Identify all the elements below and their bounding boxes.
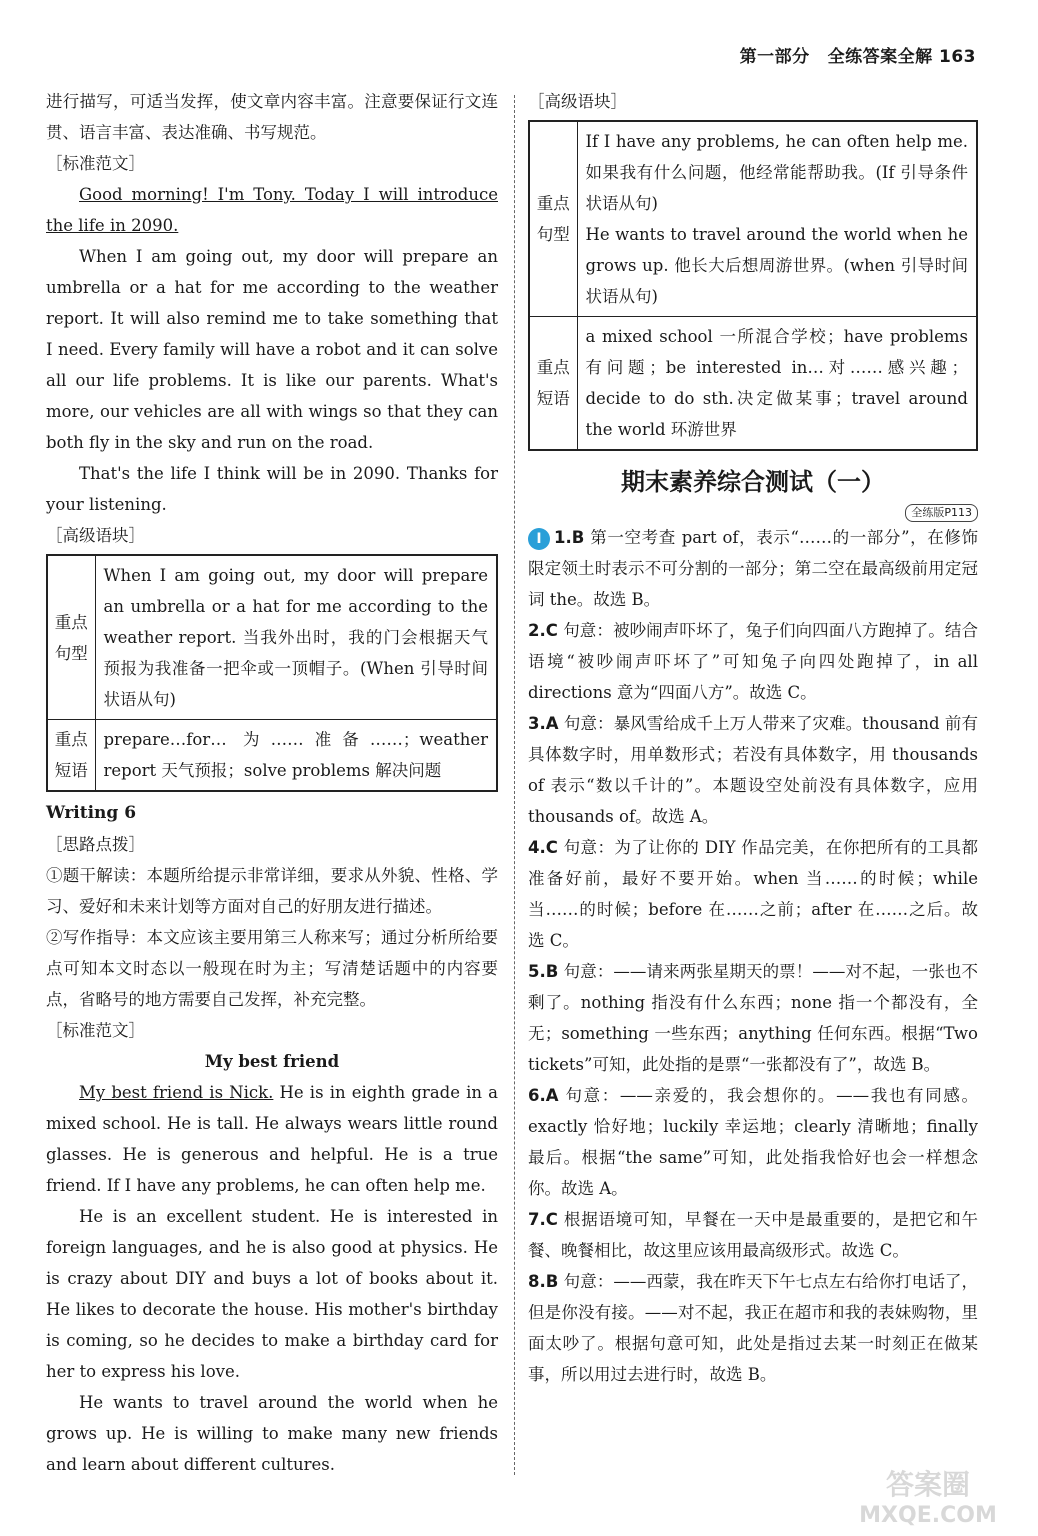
advanced-chunks-label-2: ［高级语块］ — [528, 92, 627, 111]
exam-title: 期末素养综合测试（一） — [621, 468, 885, 496]
answer-item — [528, 522, 978, 615]
key-phrase-header: 重点短语 — [529, 317, 577, 451]
advanced-chunks-label-1: ［高级语块］ — [46, 526, 145, 545]
key-sentence-a: If I have any problems, he can often help me. 如果我有什么问题，他经常能帮助我。(If 引导条件状语从句) — [585, 132, 968, 213]
model-essay-label-1: ［标准范文］ — [46, 154, 145, 173]
answer-number: 8.B — [528, 1272, 559, 1291]
key-phrase-body: prepare…for… 为……准备……；weather report 天气预报；solve problems 解决问题 — [95, 720, 497, 792]
answer-list — [528, 522, 978, 1390]
model-essay-1-para2: That's the life I think will be in 2090. Thanks for your listening. — [46, 464, 498, 514]
essay-para2: He is an excellent student. He is interested in foreign languages, and he is also good at physics. He is crazy about DIY and buys a lot of books about it. He likes to decorate the house. His mother's birthday is coming, so he decides to make a birthday card for her to express his love. — [46, 1207, 498, 1381]
watermark-line2: MXQE.COM — [859, 1503, 997, 1528]
writing-title: Writing 6 — [46, 803, 137, 823]
vocab-table-1 — [46, 554, 498, 792]
model-essay-1-opening — [46, 179, 498, 241]
tip-2: ②写作指导：本文应该主要用第三人称来写；通过分析所给要点可知本文时态以一般现在时为主；写清楚话题中的内容要点，省略号的地方需要自己发挥，补充完整。 — [46, 928, 498, 1009]
tip-1: ①题干解读：本题所给提示非常详细，要求从外貌、性格、学习、爱好和未来计划等方面对自己的好朋友进行描述。 — [46, 866, 498, 916]
answer-item — [528, 1080, 978, 1204]
page-reference-tag: 全练版P113 — [905, 504, 978, 522]
answer-explanation: 根据语境可知，早餐在一天中是最重要的，是把它和午餐、晚餐相比，故这里应该用最高级形式。故选 C。 — [528, 1210, 979, 1260]
answer-explanation: 句意：——亲爱的，我会想你的。——我也有同感。exactly 恰好地；luckily 幸运地；clearly 清晰地；finally最后。根据“the same”可知，此处指我恰好也会一样想念你。故选 A。 — [528, 1086, 979, 1198]
header-title: 全练答案全解 — [827, 47, 933, 67]
key-phrase-header: 重点短语 — [47, 720, 95, 792]
table-row — [47, 720, 497, 792]
key-sentence-body — [577, 121, 977, 317]
page-reference — [528, 501, 978, 522]
answer-item — [528, 1266, 978, 1390]
answer-number: 1.B — [554, 528, 585, 547]
answer-explanation: 句意：被吵闹声吓坏了，兔子们向四面八方跑掉了。结合语境“被吵闹声吓坏了”可知兔子向四处跑掉了，in all directions 意为“四面八方”。故选 C。 — [528, 621, 978, 702]
key-sentence-header: 重点句型 — [529, 121, 577, 317]
table-row — [529, 317, 977, 451]
answer-number: 4.C — [528, 838, 558, 857]
answer-item — [528, 832, 978, 956]
model-essay-label-2: ［标准范文］ — [46, 1021, 145, 1040]
answer-item — [528, 708, 978, 832]
answer-number: 3.A — [528, 714, 559, 733]
answer-item — [528, 615, 978, 708]
intro-text: 进行描写，可适当发挥，使文章内容丰富。注意要保证行文连贯、语言丰富、表达准确、书写规范。 — [46, 92, 498, 142]
right-column — [528, 86, 978, 1390]
watermark-line1: 答案圈 — [885, 1468, 971, 1501]
answer-explanation: 句意：——西蒙，我在昨天下午七点左右给你打电话了，但是你没有接。——对不起，我正在超市和我的表妹购物，里面太吵了。根据句意可知，此处是指过去某一时刻正在做某事，所以用过去进行时，故选 B。 — [528, 1272, 978, 1384]
answer-explanation: 句意：为了让你的 DIY 作品完美，在你把所有的工具都准备好前，最好不要开始。when 当……的时候；while 当……的时候；before 在……之前；after 在……之后。故选 C。 — [528, 838, 978, 950]
key-sentence-header: 重点句型 — [47, 555, 95, 720]
answer-explanation: 句意：——请来两张星期天的票！——对不起，一张也不剩了。nothing 指没有什么东西；none 指一个都没有，全无；something 一些东西；anything 任何东西。根据“Two tickets”可知，此处指的是票“一张都没有了”，故选 B。 — [528, 962, 979, 1074]
answer-number: 7.C — [528, 1210, 558, 1229]
essay-para3: He wants to travel around the world when he grows up. He is willing to make many new friends and learn about different cultures. — [46, 1393, 498, 1474]
vocab-table-2 — [528, 120, 978, 451]
essay-para1-rest: He is in eighth grade in a mixed school. He is tall. He always wears little round glasses. He is generous and helpful. He is a true friend. If I have any problems, he can often help me. — [46, 1083, 498, 1195]
tips-label: ［思路点拨］ — [46, 835, 145, 854]
essay-title: My best friend — [204, 1052, 340, 1071]
answer-item — [528, 956, 978, 1080]
column-divider — [514, 95, 515, 1475]
key-sentence-b: He wants to travel around the world when he grows up. 他长大后想周游世界。(when 引导时间状语从句) — [585, 225, 968, 306]
watermark-logo — [828, 1464, 1028, 1528]
model-essay-1-para1: When I am going out, my door will prepare an umbrella or a hat for me according to the weather report. It will also remind me to take something that I need. Every family will have a robot and it can solve all our life problems. It is like our parents. What's more, our vehicles are all with wings so that they can both fly in the sky and run on the road. — [46, 247, 498, 452]
key-phrase-body: a mixed school 一所混合学校；have problems 有问题；be interested in…对……感兴趣；decide to do sth.决定做某事；travel around the world 环游世界 — [577, 317, 977, 451]
header-section: 第一部分 — [739, 47, 810, 67]
table-row — [529, 121, 977, 317]
essay-para1 — [46, 1077, 498, 1201]
page-number: 163 — [939, 47, 976, 67]
page-header — [740, 42, 976, 67]
topic-sentence-2: My best friend is Nick. — [79, 1083, 274, 1102]
answer-number: 6.A — [528, 1086, 559, 1105]
answer-number: 2.C — [528, 621, 558, 640]
answer-explanation: 句意：暴风雪给成千上万人带来了灾难。thousand 前有具体数字时，用单数形式；若没有具体数字，用 thousands of 表示“数以千计的”。本题设空处前没有具体数字，应用 thousands of。故选 A。 — [528, 714, 978, 826]
left-column — [46, 86, 498, 1480]
answer-number: 5.B — [528, 962, 559, 981]
topic-sentence-1: Good morning! I'm Tony. Today I will introduce the life in 2090. — [46, 185, 498, 235]
answer-item — [528, 1204, 978, 1266]
table-row — [47, 555, 497, 720]
key-sentence-body: When I am going out, my door will prepare an umbrella or a hat for me according to the weather report. 当我外出时，我的门会根据天气预报为我准备一把伞或一顶帽子。(When 引导时间状语从句) — [95, 555, 497, 720]
section-badge: Ⅰ — [528, 528, 550, 550]
answer-explanation: 第一空考查 part of，表示“……的一部分”，在修饰限定领土时表示不可分割的一部分；第二空在最高级前用定冠词 the。故选 B。 — [528, 528, 978, 609]
